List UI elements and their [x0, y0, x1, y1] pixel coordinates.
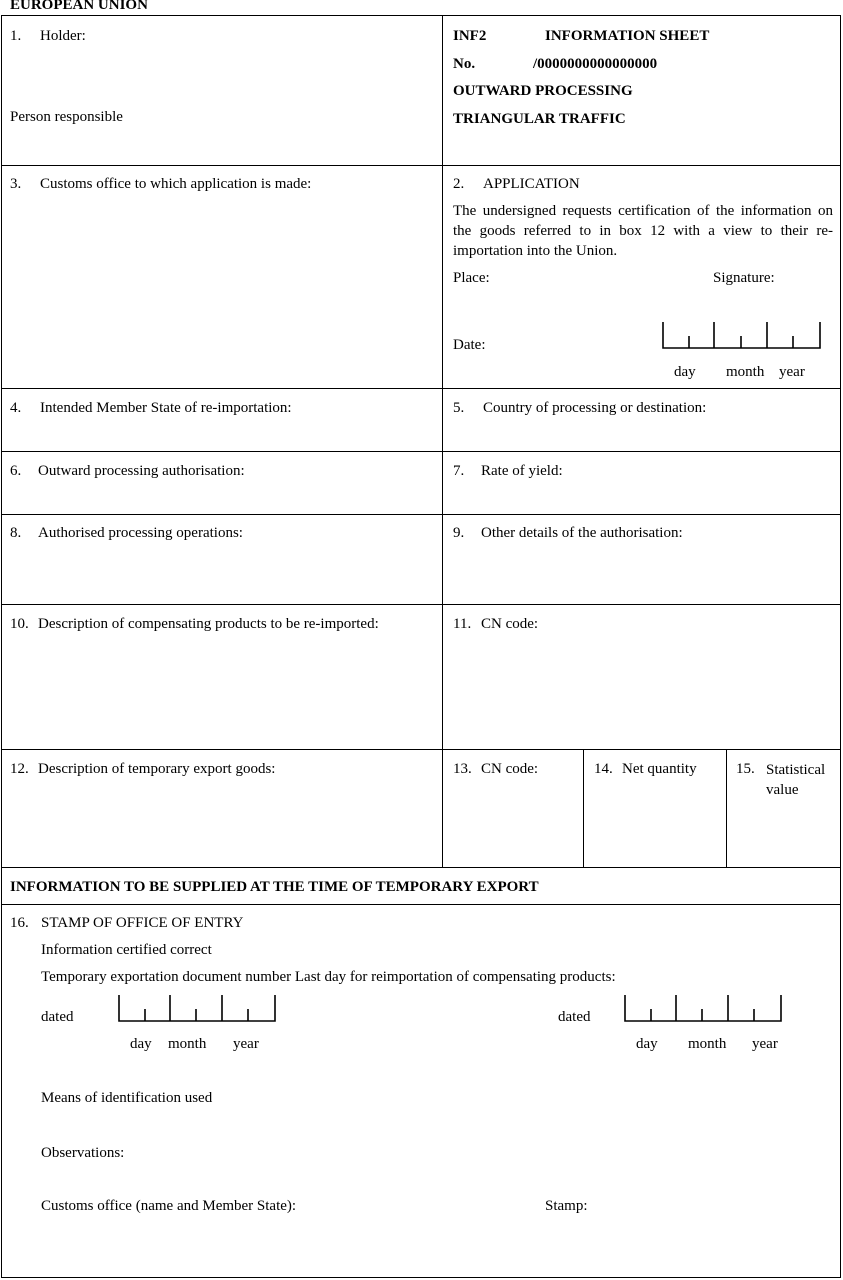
box2-signature-label: Signature: — [713, 270, 775, 286]
box9-label: 9. Other details of the authorisation: — [453, 525, 683, 541]
info-title: INFORMATION SHEET — [545, 28, 710, 44]
box13-label: 13. CN code: — [453, 761, 539, 777]
box16-year-left: year — [233, 1036, 259, 1052]
box16-month-right: month — [688, 1036, 727, 1052]
box16-year-right: year — [752, 1036, 778, 1052]
column-divider — [442, 15, 443, 867]
box12-label: 12. Description of temporary export goods: — [10, 761, 276, 777]
info-code: INF2 — [453, 28, 487, 44]
box16-stamp-label: Stamp: — [545, 1198, 588, 1214]
rule — [1, 165, 841, 166]
box2-application-text: The undersigned requests certification of the information on the goods referred to in box 12 with a view to their re-importation into the Union. — [453, 203, 833, 259]
box2-day-label: day — [674, 364, 696, 380]
box16-date-scale-right — [624, 995, 784, 1023]
box16-observations-label: Observations: — [41, 1145, 125, 1161]
box-number: 16. — [10, 915, 29, 931]
box8-label: 8. Authorised processing operations: — [10, 525, 243, 541]
box16-label: 16. STAMP OF OFFICE OF ENTRY — [10, 915, 244, 931]
box7-label: 7. Rate of yield: — [453, 463, 563, 479]
box-number: 5. — [453, 400, 465, 416]
box2-date-scale — [662, 322, 822, 350]
box15-label: Statistical value — [766, 762, 826, 798]
box-number: 3. — [10, 176, 22, 192]
box16-dated-left-label: dated — [41, 1009, 74, 1025]
box11-label: 11. CN code: — [453, 616, 539, 632]
box16-day-right: day — [636, 1036, 658, 1052]
box-number: 13. — [453, 761, 472, 777]
box1-person-responsible: Person responsible — [10, 109, 123, 125]
box5-label: 5. Country of processing or destination: — [453, 400, 707, 416]
box-number: 2. — [453, 176, 465, 192]
box14-label: 14. Net quantity — [594, 761, 697, 777]
rule — [1, 388, 841, 389]
box-number: 10. — [10, 616, 29, 632]
box16-day-left: day — [130, 1036, 152, 1052]
rule — [1, 904, 841, 905]
section-title: INFORMATION TO BE SUPPLIED AT THE TIME OF TEMPORARY EXPORT — [10, 879, 539, 895]
box16-customs-office-label: Customs office (name and Member State): — [41, 1198, 297, 1214]
box16-date-scale-left — [118, 995, 278, 1023]
info-outward-processing: OUTWARD PROCESSING — [453, 83, 633, 99]
box2-place-label: Place: — [453, 270, 490, 286]
info-no-value: /0000000000000000 — [533, 56, 658, 72]
column-divider — [583, 749, 584, 867]
box16-document-line: Temporary exportation document number Last day for reimportation of compensating products: — [41, 969, 616, 985]
box-number: 9. — [453, 525, 465, 541]
column-divider — [726, 749, 727, 867]
box-number: 6. — [10, 463, 22, 479]
rule — [1, 867, 841, 868]
box-number: 14. — [594, 761, 613, 777]
box-number: 11. — [453, 616, 472, 632]
box6-label: 6. Outward processing authorisation: — [10, 463, 245, 479]
box16-means-label: Means of identification used — [41, 1090, 213, 1106]
rule — [1, 451, 841, 452]
box3-customs-office-label: 3. Customs office to which application is made: — [10, 176, 312, 192]
box16-month-left: month — [168, 1036, 207, 1052]
box16-dated-right-label: dated — [558, 1009, 591, 1025]
box-number: 12. — [10, 761, 29, 777]
box-number: 7. — [453, 463, 465, 479]
box-number: 8. — [10, 525, 22, 541]
info-no-label: No. — [453, 56, 476, 72]
info-triangular-traffic: TRIANGULAR TRAFFIC — [453, 111, 626, 127]
box2-month-label: month — [726, 364, 765, 380]
box2-application-label: 2. APPLICATION — [453, 176, 580, 192]
box15-number: 15. — [736, 761, 755, 777]
box2-year-label: year — [779, 364, 805, 380]
header-european-union: EUROPEAN UNION — [10, 0, 148, 13]
box-number: 4. — [10, 400, 22, 416]
box1-holder-label: 1. Holder: — [10, 28, 86, 44]
box-number: 1. — [10, 28, 22, 44]
rule — [1, 749, 841, 750]
box10-label: 10. Description of compensating products to be re-imported: — [10, 616, 379, 632]
rule — [1, 604, 841, 605]
box2-date-label: Date: — [453, 337, 486, 353]
rule — [1, 514, 841, 515]
box16-certified-text: Information certified correct — [41, 942, 212, 958]
box4-label: 4. Intended Member State of re-importation: — [10, 400, 292, 416]
